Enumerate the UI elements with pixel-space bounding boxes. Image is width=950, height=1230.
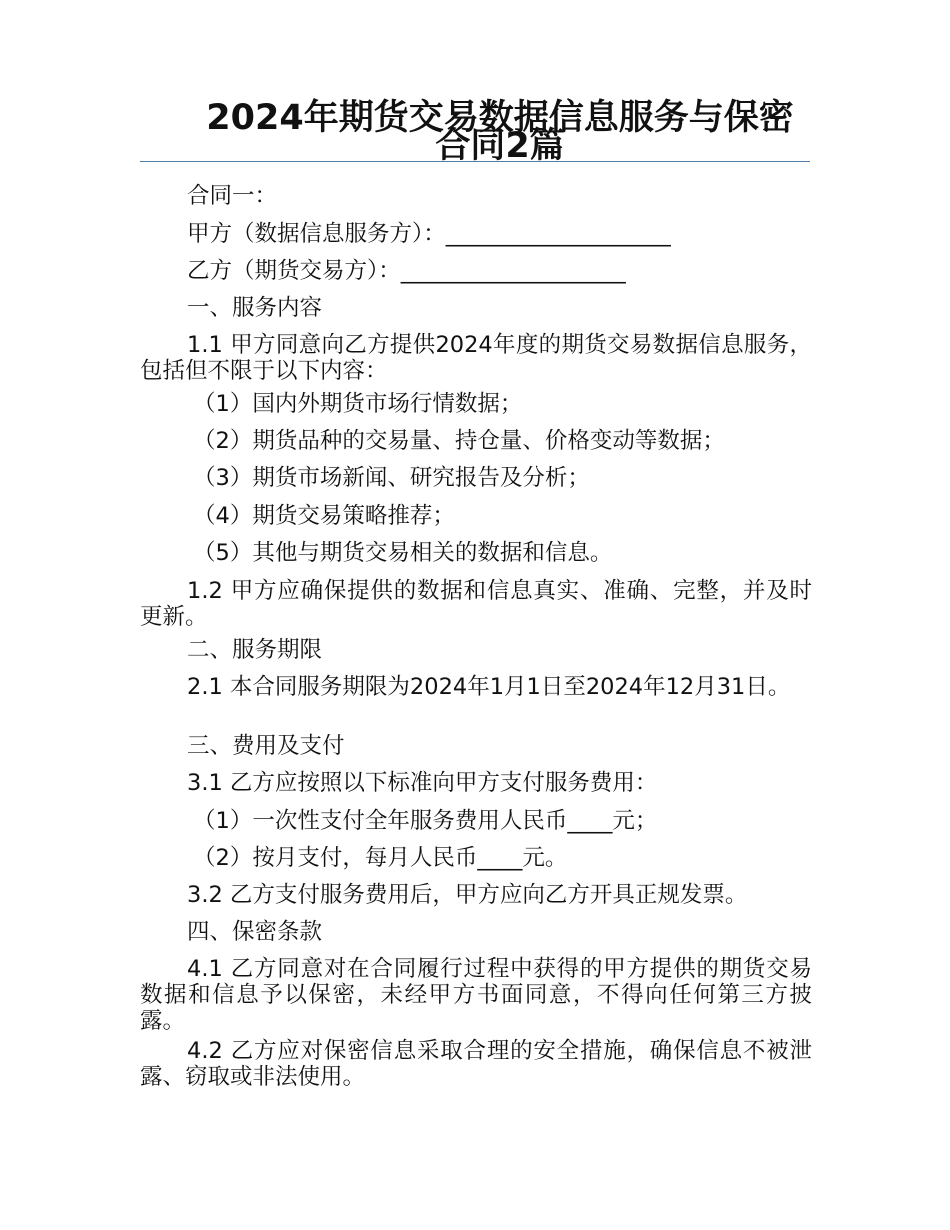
section-1-heading: 一、服务内容 [187, 295, 323, 321]
clause-3-1: 3.1 乙方应按照以下标准向甲方支付服务费用： [187, 770, 658, 796]
clause-1-1: 1.1 甲方同意向乙方提供2024年度的期货交易数据信息服务，包括但不限于以下内容： [140, 332, 812, 384]
service-item-1: （1）国内外期货市场行情数据； [193, 391, 523, 417]
section-4-heading: 四、保密条款 [187, 919, 323, 945]
clause-2-1: 2.1 本合同服务期限为2024年1月1日至2024年12月31日。 [187, 674, 791, 700]
clause-3-2: 3.2 乙方支付服务费用后，甲方应向乙方开具正规发票。 [187, 882, 748, 908]
document-title: 2024年期货交易数据信息服务与保密合同2篇 [206, 98, 794, 166]
service-item-2: （2）期货品种的交易量、持仓量、价格变动等数据； [193, 428, 725, 454]
title-divider [140, 161, 810, 162]
party-b-line: 乙方（期货交易方）：____________________ [187, 258, 626, 284]
payment-item-2: （2）按月支付，每月人民币____元。 [193, 845, 568, 871]
clause-1-2: 1.2 甲方应确保提供的数据和信息真实、准确、完整，并及时更新。 [140, 578, 812, 630]
party-a-line: 甲方（数据信息服务方）：____________________ [187, 221, 671, 247]
clause-4-2: 4.2 乙方应对保密信息采取合理的安全措施，确保信息不被泄露、窃取或非法使用。 [140, 1038, 812, 1090]
contract-label: 合同一： [187, 183, 278, 209]
service-item-4: （4）期货交易策略推荐； [193, 503, 455, 529]
section-2-heading: 二、服务期限 [187, 637, 323, 663]
service-item-5: （5）其他与期货交易相关的数据和信息。 [193, 540, 613, 566]
clause-4-1: 4.1 乙方同意对在合同履行过程中获得的甲方提供的期货交易数据和信息予以保密，未经甲方书面同意，不得向任何第三方披露。 [140, 956, 812, 1034]
payment-item-1: （1）一次性支付全年服务费用人民币____元； [193, 808, 658, 834]
service-item-3: （3）期货市场新闻、研究报告及分析； [193, 465, 590, 491]
section-3-heading: 三、费用及支付 [187, 733, 345, 759]
